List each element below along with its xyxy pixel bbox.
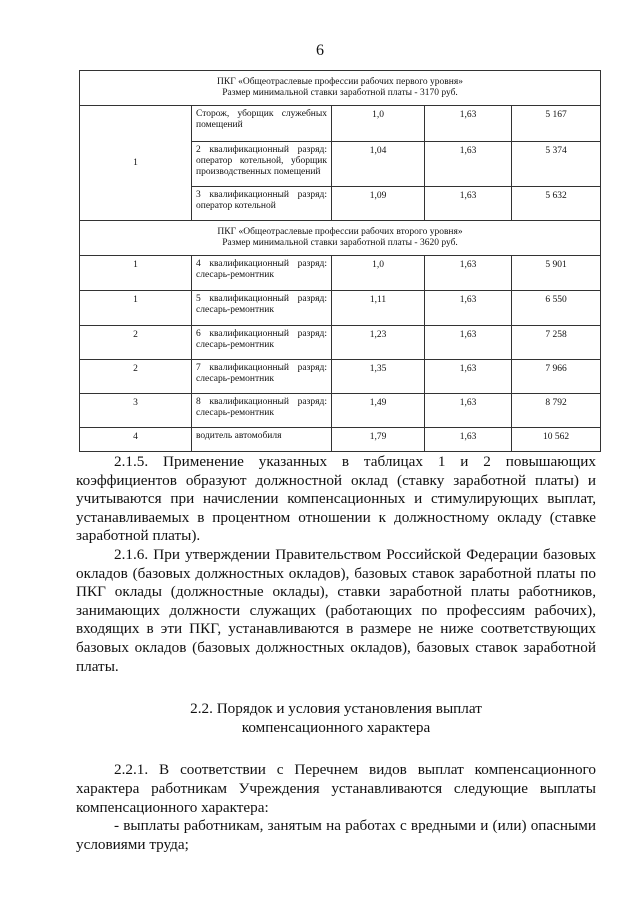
paragraph-2-1-6: 2.1.6. При утверждении Правительством Российской Федерации базовых окладов (базовых должностных окладов), базовых ставок заработной платы по ПКГ оклады (должностные оклады), ставки заработной платы работников, занимающих должности служащих (работающих по профессиям рабочих), входящих в эти ПКГ, устанавливаются в размере не ниже соответствующих базовых окладов (базовых должностных окладов), базовых ставок заработной платы.	[76, 545, 596, 675]
page-number: 6	[316, 42, 324, 59]
table-row	[80, 291, 601, 326]
coefficient-cell: 1,04	[332, 142, 425, 187]
table-row	[80, 326, 601, 360]
paragraph-2-1-5: 2.1.5. Применение указанных в таблицах 1 и 2 повышающих коэффициентов образуют должностной оклад (ставку заработной платы) и учитываются при начислении компенсационных и стимулирующих выплат, устанавливаемых в процентном отношении к должностному окладу (ставке заработной платы).	[76, 453, 596, 545]
level-cell: 2	[80, 326, 192, 360]
group1-title: ПКГ «Общеотраслевые профессии рабочих первого уровня»	[217, 77, 463, 87]
coefficient-cell: 1,23	[332, 326, 425, 360]
group1-min-rate: Размер минимальной ставки заработной платы - 3170 руб.	[222, 88, 458, 98]
salary-cell: 6 550	[512, 291, 601, 326]
factor-cell: 1,63	[425, 326, 512, 360]
group2-header	[80, 221, 601, 256]
salary-cell: 10 562	[512, 428, 601, 452]
table-row	[80, 360, 601, 394]
coefficient-cell: 1,79	[332, 428, 425, 452]
level-cell: 1	[80, 256, 192, 291]
level-cell: 3	[80, 394, 192, 428]
position-cell: 3 квалификационный разряд: оператор котельной	[192, 187, 332, 221]
position-cell: водитель автомобиля	[192, 428, 332, 452]
document-body	[76, 453, 596, 854]
salary-cell: 5 374	[512, 142, 601, 187]
section-heading-line-2: компенсационного характера	[241, 718, 431, 736]
group2-title: ПКГ «Общеотраслевые профессии рабочих второго уровня»	[217, 227, 463, 237]
factor-cell: 1,63	[425, 360, 512, 394]
level-cell: 1	[80, 291, 192, 326]
position-cell: Сторож, уборщик служебных помещений	[192, 106, 332, 142]
factor-cell: 1,63	[425, 142, 512, 187]
factor-cell: 1,63	[425, 428, 512, 452]
group1-header	[80, 71, 601, 106]
coefficient-cell: 1,09	[332, 187, 425, 221]
list-item: - выплаты работникам, занятым на работах с вредными и (или) опасными условиями труда;	[76, 817, 596, 853]
coefficient-cell: 1,11	[332, 291, 425, 326]
level-cell: 2	[80, 360, 192, 394]
factor-cell: 1,63	[425, 291, 512, 326]
salary-cell: 5 167	[512, 106, 601, 142]
position-cell: 4 квалификационный разряд: слесарь-ремонтник	[192, 256, 332, 291]
position-cell: 2 квалификационный разряд: оператор котельной, уборщик производственных помещений	[192, 142, 332, 187]
salary-cell: 8 792	[512, 394, 601, 428]
paragraph-2-2-1: 2.2.1. В соответствии с Перечнем видов выплат компенсационного характера работникам Учреждения устанавливаются следующие выплаты компенсационного характера:	[76, 761, 596, 816]
group2-min-rate: Размер минимальной ставки заработной платы - 3620 руб.	[222, 238, 458, 248]
table-row	[80, 256, 601, 291]
table-row	[80, 428, 601, 452]
coefficient-cell: 1,49	[332, 394, 425, 428]
salary-cell: 7 966	[512, 360, 601, 394]
factor-cell: 1,63	[425, 256, 512, 291]
salary-cell: 7 258	[512, 326, 601, 360]
table-row	[80, 106, 601, 142]
level-cell: 1	[80, 106, 192, 221]
section-heading-2-2	[76, 700, 596, 737]
position-cell: 5 квалификационный разряд: слесарь-ремонтник	[192, 291, 332, 326]
level-cell: 4	[80, 428, 192, 452]
section-heading-line-1: 2.2. Порядок и условия установления выплат	[190, 700, 482, 718]
salary-table	[79, 70, 601, 452]
factor-cell: 1,63	[425, 106, 512, 142]
position-cell: 7 квалификационный разряд: слесарь-ремонтник	[192, 360, 332, 394]
coefficient-cell: 1,0	[332, 256, 425, 291]
factor-cell: 1,63	[425, 187, 512, 221]
salary-cell: 5 632	[512, 187, 601, 221]
position-cell: 8 квалификационный разряд: слесарь-ремонтник	[192, 394, 332, 428]
factor-cell: 1,63	[425, 394, 512, 428]
salary-cell: 5 901	[512, 256, 601, 291]
table-row	[80, 394, 601, 428]
group2-header-row	[80, 221, 601, 256]
coefficient-cell: 1,0	[332, 106, 425, 142]
group1-header-row	[80, 71, 601, 106]
coefficient-cell: 1,35	[332, 360, 425, 394]
position-cell: 6 квалификационный разряд: слесарь-ремонтник	[192, 326, 332, 360]
